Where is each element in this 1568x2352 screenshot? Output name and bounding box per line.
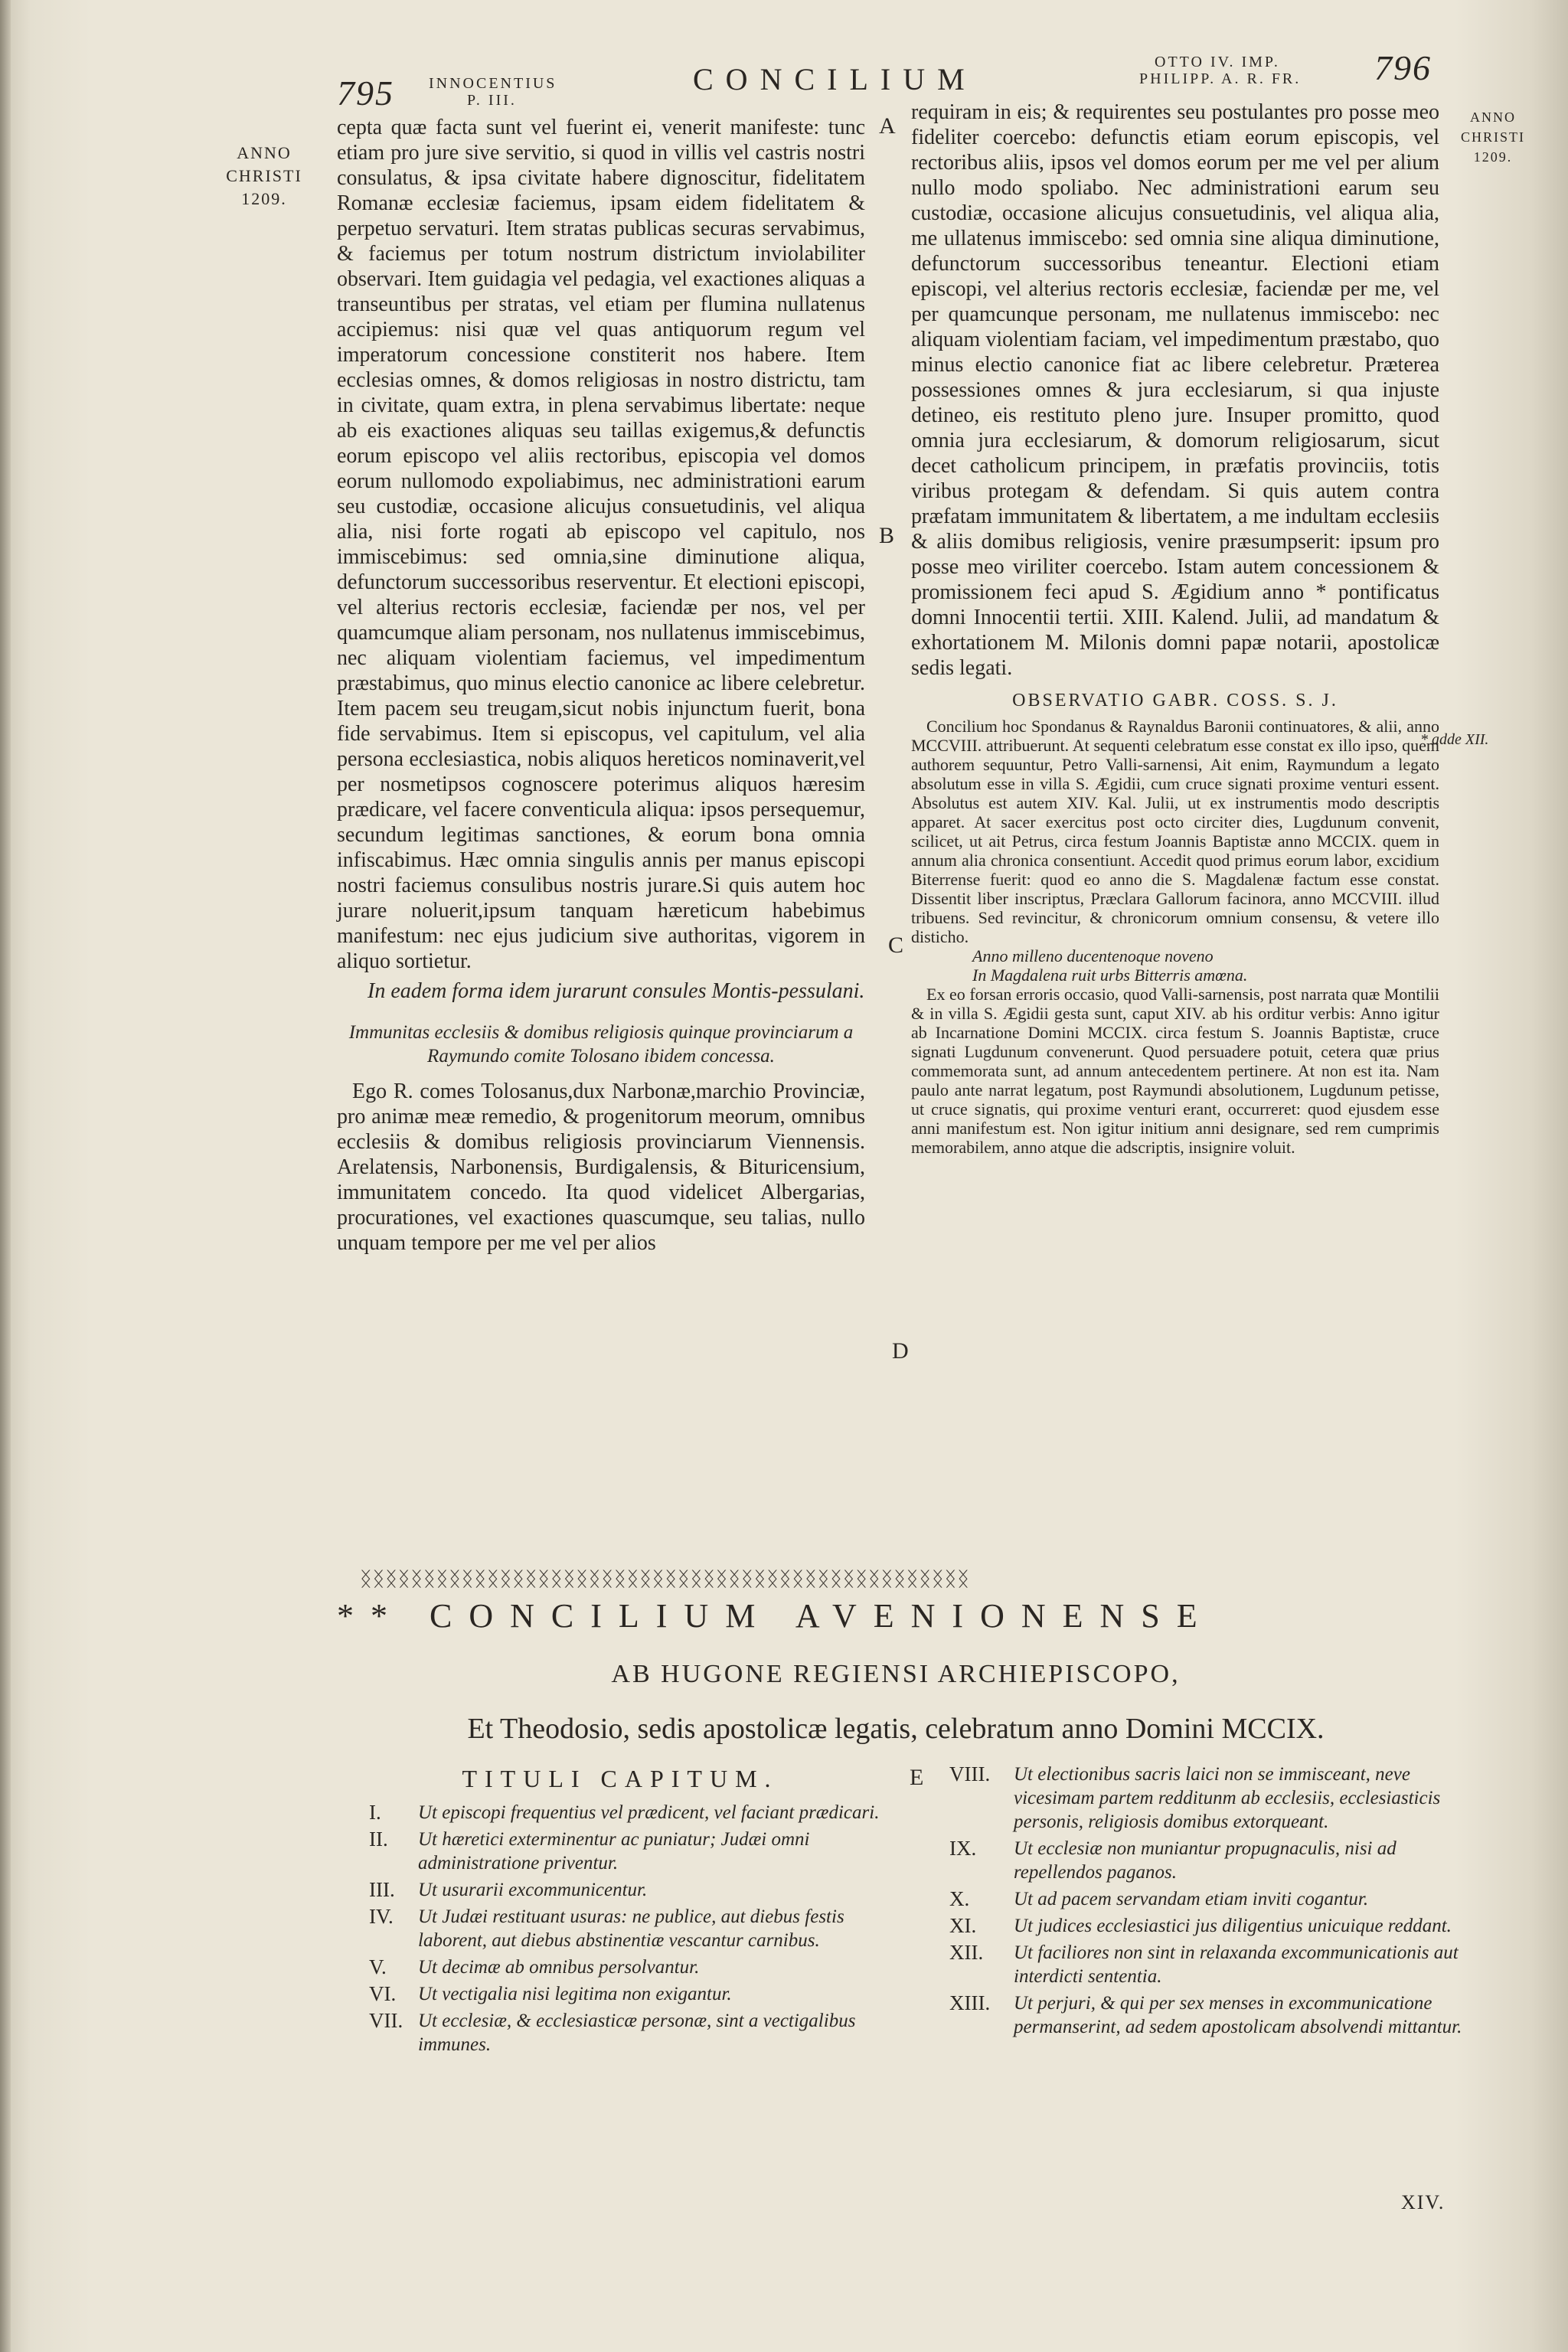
toc-item bbox=[369, 1828, 897, 1875]
council-subtitle: AB HUGONE REGIENSI ARCHIEPISCOPO, bbox=[611, 1660, 1181, 1688]
observatio-text-2: Ex eo forsan erroris occasio, quod Valli-sarnensis, post narrata quæ Montilii & in villa S. Ægidii gesta sunt, caput XIV. ab his orditur verbis: Anno igitur ab Incarnatione Domini MCCIX. circa festum S. Joannis Baptistæ, cruce signati Lugdunum convenerunt. Quod persuadere potuit, cetera quæ prius commemorata sunt, ad annum antecedentem pertinere. At non est ita. Nam paulo ante narrat legatum, post Raymundi absolutionem, Lugdunum petisse, ut cruce signatis, qui proxime venturi erant, occurreret: quod ejusdem esse anni manifestum est. Non igitur initium anni designare, sed rem cumprimis memorabilem, anno atque die adscriptis, insignire voluit. bbox=[911, 985, 1439, 1157]
toc-item bbox=[949, 1762, 1485, 1834]
left-running-head bbox=[429, 75, 557, 109]
left-text-column bbox=[337, 115, 865, 1256]
toc-item-text: Ut decimæ ab omnibus persolvantur. bbox=[418, 1957, 700, 1978]
right-margin-addendum: * adde XII. bbox=[1420, 731, 1489, 748]
section-letter-b: B bbox=[879, 523, 895, 548]
margin-year: 1209. bbox=[1473, 149, 1513, 165]
council-subtitle-2: Et Theodosio, sedis apostolicæ legatis, celebratum anno Domini MCCIX. bbox=[467, 1713, 1325, 1745]
toc-item-number: IV. bbox=[369, 1905, 394, 1928]
observatio-text: Concilium hoc Spondanus & Raynaldus Baronii continuatores, & alii, anno MCCVIII. attribuerunt. At sequenti celebratum esse constat ex illo ipso, quem authorem sequuntur, Petro Valli-sarnensi, Ait enim, Raymundum a legato absolutum esse in villa S. Ægidii, cum cruce signati proxime venturi essent. Absolutus est autem XIV. Kal. Julii, ut ex instrumentis modo descriptis apparet. At sacer exercitus post octo circiter dies, Lugdunum convenit, scilicet, ut ait Petrus, circa festum Joannis Baptistæ anno MCCIX. quem in annum alia chronica consentiunt. Accedit quod primus eorum labor, excidium Biterrense fuerit: quod eo anno die S. Magdalenæ factum esse constat. Dissentit liber inscriptus, Præclara Gallorum facinora, anno MCCVIII. illud tribuens. Sed revincitur, & chronicorum omnium consensu, & vetere illo disticho. bbox=[911, 717, 1439, 946]
toc-item-text: Ut ecclesiæ, & ecclesiasticæ personæ, sint a vectigalibus immunes. bbox=[418, 2011, 856, 2055]
ornamental-divider: ᛝᛝᛝᛝᛝᛝᛝᛝᛝᛝᛝᛝᛝᛝᛝᛝᛝᛝᛝᛝᛝᛝᛝᛝᛝᛝᛝᛝᛝᛝᛝᛝᛝᛝᛝᛝᛝᛝᛝᛝᛝᛝᛝᛝᛝᛝᛝᛝ bbox=[360, 1568, 970, 1590]
right-column-paragraph: requiram in eis; & requirentes seu postulantes pro posse meo fideliter coercebo: defunctis etiam eorum episcopis, vel rectoribus aliis, ipsos vel domos eorum per me vel per alium nullo modo spoliabo. Nec administrationi earum seu custodiæ, occasione alicujus consuetudinis, vel aliqua alia, me ullatenus immiscebo: sed omnia sine aliqua diminutione, defunctorum successoribus teneantur. Electioni etiam episcopi, vel alterius rectoris ecclesiæ, faciendæ per me, vel per quamcunque personam, me nullatenus immiscebo: nec aliquam violentiam faciam, vel impedimentum præstabo, quo minus electio canonice fiat ac libere celebretur. Præterea possessiones omnes & jura ecclesiarum, si qua injuste detineo, eis restituto pleno jure. Insuper promitto, quod omnia jura ecclesiarum, & domorum religiosarum, sicut decet catholicum principem, in præfatis provinciis, totis viribus protegam & defendam. Si quis autem contra præfatam immunitatem & libertatem, a me indultam ecclesiis & aliis domibus religiosis, venire præsumpserit: ipsum pro posse meo viriliter coercebo. Istam autem concessionem & promissionem feci apud S. Ægidium anno * pontificatus domni Innocentii tertii. XIII. Kalend. Julii, ad mandatum & exhortationem M. Milonis domni papæ notarii, apostolicæ sedis legati. bbox=[911, 100, 1439, 680]
toc-heading: TITULI CAPITUM. bbox=[462, 1765, 779, 1792]
toc-item-text: Ut episcopi frequentius vel prædicent, vel faciant prædicari. bbox=[418, 1802, 880, 1823]
toc-item bbox=[369, 1955, 897, 1979]
running-head-emperor: OTTO IV. IMP. bbox=[1155, 54, 1280, 70]
toc-item-text: Ut hæretici exterminentur ac puniatur; Judæi omni administratione priventur. bbox=[418, 1829, 810, 1873]
catchword: XIV. bbox=[1401, 2191, 1446, 2213]
toc-item-number: XI. bbox=[949, 1914, 977, 1937]
toc-item-text: Ut electionibus sacris laici non se immisceant, neve vicesimam partem redditunm ab ecclesiis, ecclesiasticis personis, religiosis domibus extorqueant. bbox=[1014, 1764, 1441, 1832]
distich-line-2: In Magdalena ruit urbs Bitterris amœna. bbox=[972, 965, 1248, 985]
margin-year: 1209. bbox=[241, 189, 287, 208]
margin-christi: CHRISTI bbox=[1460, 129, 1525, 145]
right-page-number: 796 bbox=[1374, 48, 1432, 87]
running-head-pope: INNOCENTIUS bbox=[429, 75, 557, 92]
toc-item bbox=[949, 1941, 1485, 1988]
toc-item-text: Ut Judæi restituant usuras: ne publice, aut diebus festis laborent, aut diebus abstinentiæ vescantur carnibus. bbox=[418, 1906, 844, 1951]
toc-item bbox=[369, 1982, 897, 2006]
toc-item-text: Ut faciliores non sint in relaxanda excommunicationis aut interdicti sententia. bbox=[1014, 1942, 1459, 1987]
section-letter-e: E bbox=[910, 1765, 924, 1790]
toc-item-text: Ut perjuri, & qui per sex menses in excommunicatione permanserint, ad sedem apostolicam absolvendi mittantur. bbox=[1014, 1993, 1462, 2037]
toc-item bbox=[369, 1801, 897, 1824]
margin-christi: CHRISTI bbox=[226, 166, 302, 185]
observatio-heading: OBSERVATIO GABR. COSS. S. J. bbox=[1012, 691, 1338, 710]
toc-item-number: X. bbox=[949, 1887, 970, 1910]
right-text-column bbox=[911, 100, 1439, 1157]
toc-item bbox=[949, 1991, 1485, 2039]
distich-line-1: Anno milleno ducentenoque noveno bbox=[972, 946, 1214, 965]
toc-item-number: XII. bbox=[949, 1941, 984, 1964]
toc-item-number: VII. bbox=[369, 2009, 403, 2032]
toc-item-number: I. bbox=[369, 1801, 381, 1824]
toc-item-text: Ut usurarii excommunicentur. bbox=[418, 1880, 648, 1900]
observatio-note bbox=[911, 717, 1439, 1157]
toc-item-number: II. bbox=[369, 1828, 388, 1851]
right-margin-year-note bbox=[1455, 107, 1531, 167]
section-letter-d: D bbox=[892, 1338, 909, 1364]
toc-item-number: III. bbox=[369, 1878, 395, 1901]
toc-item-text: Ut vectigalia nisi legitima non exigantur. bbox=[418, 1984, 732, 2004]
toc-item-number: VI. bbox=[369, 1982, 397, 2005]
toc-item-number: V. bbox=[369, 1955, 387, 1978]
council-title: ** CONCILIUM AVENIONENSE bbox=[337, 1597, 1214, 1635]
immunity-subheading: Immunitas ecclesiis & domibus religiosis quinque provinciarum a Raymundo comite Tolosano ibidem concessa. bbox=[348, 1022, 854, 1067]
left-column-paragraph-2: Ego R. comes Tolosanus,dux Narbonæ,marchio Provinciæ, pro animæ meæ remedio, & progenitorum meorum, omnibus ecclesiis & domibus religiosis provinciarum Viennensis. Arelatensis, Narbonensis, Burdigalensis, & Bituricensium, immunitatem concedo. Ita quod videlicet Albergarias, procurationes, vel exactiones quascumque, seu talias, nullo unquam tempore per me vel per alios bbox=[337, 1080, 865, 1255]
toc-item-text: Ut judices ecclesiastici jus diligentius unicuique reddant. bbox=[1014, 1916, 1452, 1936]
section-letter-c: C bbox=[888, 933, 904, 958]
toc-item bbox=[949, 1914, 1485, 1938]
left-page-number: 795 bbox=[337, 74, 394, 113]
toc-right-column bbox=[949, 1762, 1485, 2042]
right-running-head bbox=[1139, 54, 1301, 87]
toc-item-text: Ut ad pacem servandam etiam inviti cogantur. bbox=[1014, 1889, 1369, 1909]
toc-item-number: VIII. bbox=[949, 1762, 991, 1785]
running-head-pope-number: P. III. bbox=[467, 92, 517, 109]
center-running-head: CONCILIUM bbox=[693, 62, 977, 96]
toc-item-number: IX. bbox=[949, 1837, 977, 1860]
consuls-note: In eadem forma idem jurarunt consules Montis-pessulani. bbox=[368, 979, 865, 1003]
toc-item bbox=[369, 1878, 897, 1902]
running-head-king: PHILIPP. A. R. FR. bbox=[1139, 70, 1302, 87]
section-letter-a: A bbox=[879, 113, 896, 139]
toc-item bbox=[369, 2009, 897, 2056]
margin-anno: ANNO bbox=[237, 143, 292, 162]
toc-left-column bbox=[369, 1801, 897, 2060]
toc-item bbox=[949, 1887, 1485, 1911]
toc-item-text: Ut ecclesiæ non muniantur propugnaculis, nisi ad repellendos paganos. bbox=[1014, 1838, 1396, 1883]
left-column-paragraph: cepta quæ facta sunt vel fuerint ei, venerit manifeste: tunc etiam pro jure sive servitio, si quod in villis vel castris nostri consulatus, & ipsa civitate habere dignoscitur, fidelitatem Romanæ ecclesiæ faciemus, ipsam eidem fidelitatem & perpetuo servaturi. Item stratas publicas securas servabimus, & faciemus per totum nostrum districtum inviolabiliter observari. Item guidagia vel pedagia, vel exactiones aliquas a transeuntibus per stratas, vel etiam per flumina nullatenus accipiemus: nisi quæ vel quas antiquorum regum vel imperatorum concessione constiterit nos habere. Item ecclesias omnes, & domos religiosas in nostro districtu, tam in civitate, quam extra, in plena servabimus libertate: neque ab eis exactiones aliquas seu taillas exigemus,& defunctis eorum episcopo vel aliis rectoribus, episcopia vel domos eorum nullomodo expoliabimus, nec administrationi earum seu custodiæ, occasione alicujus consuetudinis, vel aliqua alia, nisi forte rogati ab episcopo vel capitulo, nos immiscebimus: sed omnia,sine diminutione aliqua, defunctorum successoribus reserventur. Et electioni episcopi, vel alterius rectoris ecclesiæ, faciendæ per nos, vel per quamcumque aliam personam, nos nullatenus immiscebimus, nec aliquam violentiam faciemus, vel impedimentum præstabimus, quo minus electio canonice ac libere celebretur. Item pacem seu treugam,sicut nobis injunctum fuerit, bona fide servabimus. Item si episcopus, vel capitulum, vel alia persona ecclesiastica, nobis aliquos hereticos nominaverit,vel per nosmetipsos cognoscere poterimus aliquos hæresim prædicare, vel facere conventicula aliqua: ipsos persequemur, secundum legitimas sanctiones, & eorum bona omnia infiscabimus. Hæc omnia singulis annis per manus episcopi nostri faciemus consulibus nostris jurare.Si quis autem hoc jurare noluerit,ipsum tanquam hæreticum habebimus manifestum: nec ejus judicium sive authoritas, vigorem in aliquo sortietur. bbox=[337, 116, 865, 973]
left-margin-year-note bbox=[207, 142, 322, 211]
toc-item bbox=[949, 1837, 1485, 1884]
book-spine-shadow bbox=[0, 0, 11, 2352]
margin-anno: ANNO bbox=[1470, 109, 1516, 125]
toc-item-number: XIII. bbox=[949, 1991, 991, 2014]
toc-item bbox=[369, 1905, 897, 1952]
